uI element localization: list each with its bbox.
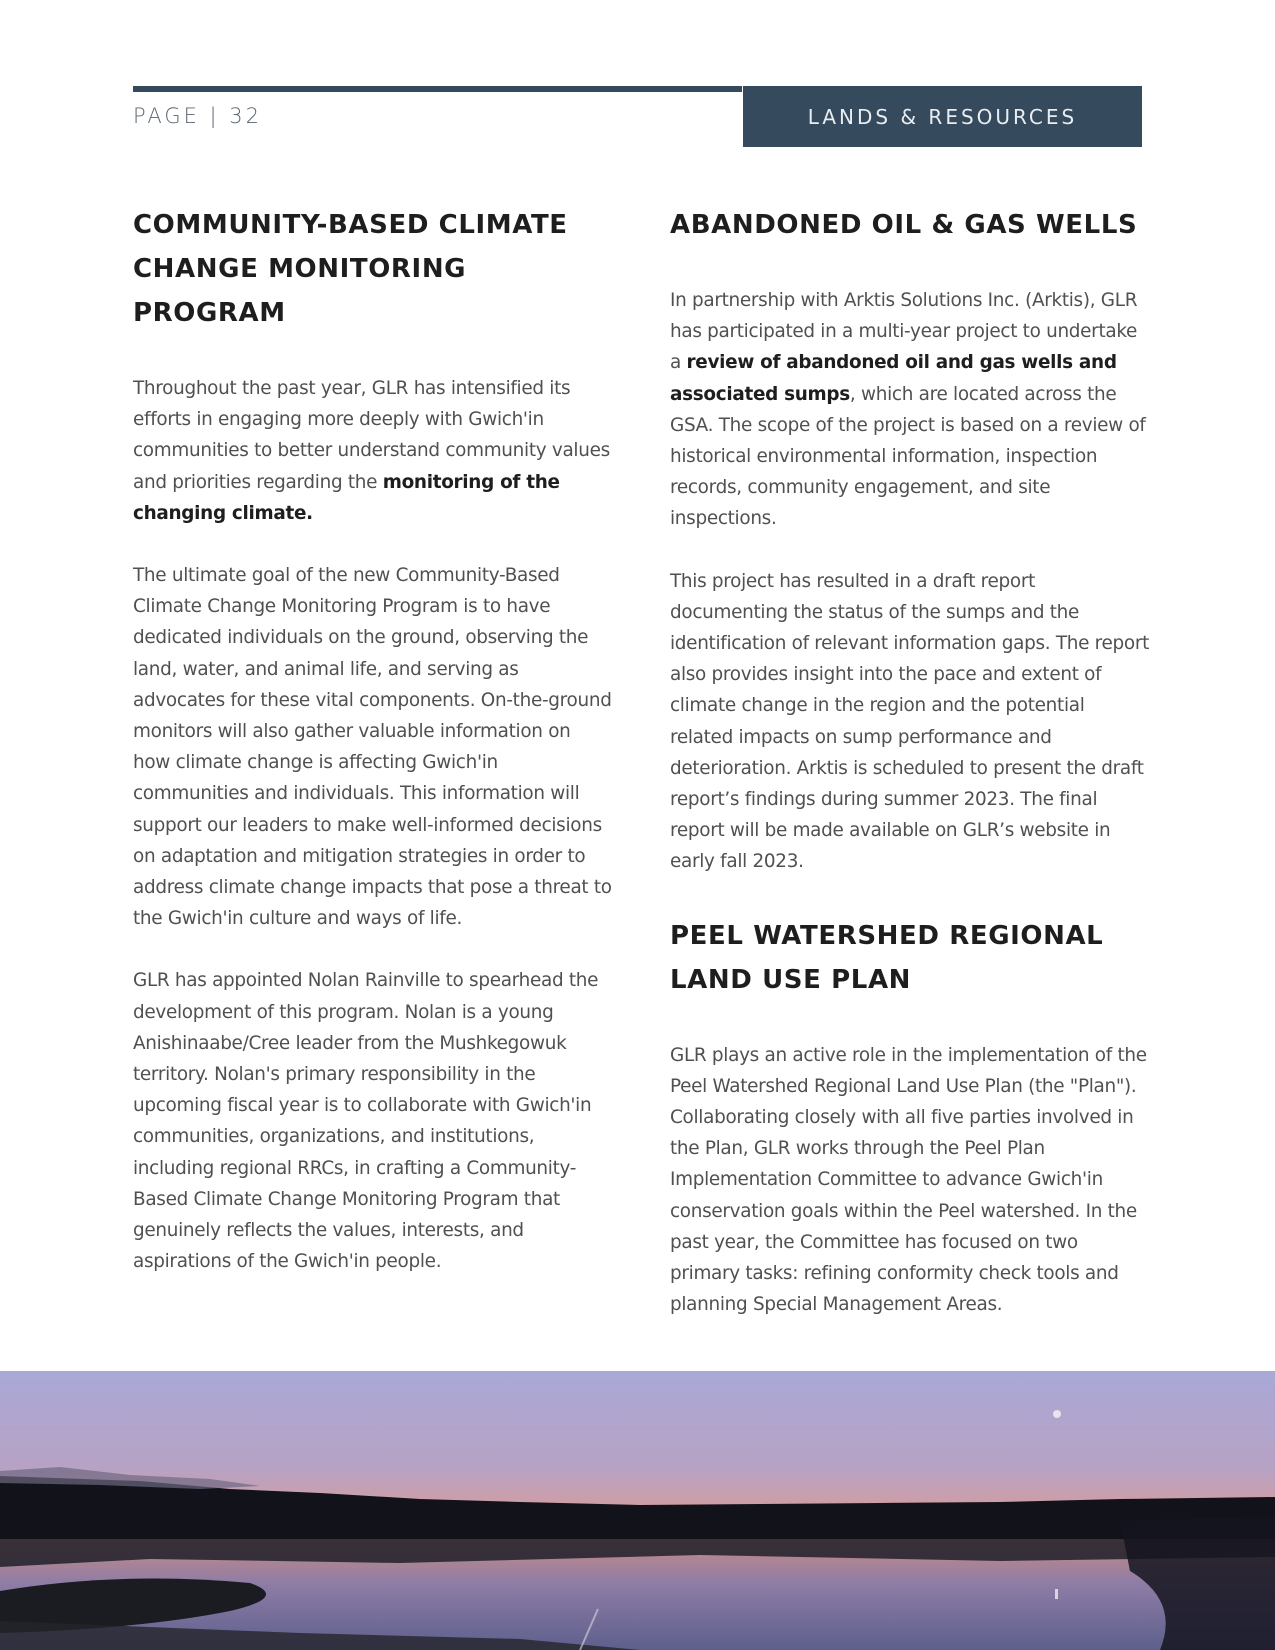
wells-paragraph-2: This project has resulted in a draft report documenting the status of the sumps and the identification of relevant information gaps. The report also provides insight into the pace and extent of climate change in the region and the potential related impacts on sump performance and deterioration. Arktis is scheduled to present the draft report’s findings during summer 2023. The final report will be made available on GLR’s website in early fall 2023. bbox=[670, 570, 1150, 873]
sunset-lake-photo bbox=[0, 1371, 1275, 1650]
right-column bbox=[670, 203, 1150, 1320]
climate-monitoring-heading: COMMUNITY-BASED CLIMATE CHANGE MONITORING PROGRAM bbox=[133, 210, 568, 328]
peel-paragraph: GLR plays an active role in the implementation of the Peel Watershed Regional Land Use Plan (the "Plan"). Collaborating closely with all five parties involved in the Plan, GLR works through the Peel Plan Implementation Committee to advance Gwich'in conservation goals within the Peel watershed. In the past year, the Committee has focused on two primary tasks: refining conformity check tools and planning Special Management Areas. bbox=[670, 1044, 1147, 1316]
climate-paragraph-2: The ultimate goal of the new Community-Based Climate Change Monitoring Program is to have dedicated individuals on the ground, observing the land, water, and animal life, and serving as advocates for these vital components. On-the-ground monitors will also gather valuable information on how climate change is affecting Gwich'in communities and individuals. This information will support our leaders to make well-informed decisions on adaptation and mitigation strategies in order to address climate change impacts that pose a threat to the Gwich'in culture and ways of life. bbox=[133, 565, 612, 930]
page-number: PAGE | 32 bbox=[133, 104, 263, 128]
climate-paragraph-1: Throughout the past year, GLR has intensified its efforts in engaging more deeply with Gwich'in communities to better understand community values and priorities regarding the monitoring of the changing climate. bbox=[133, 378, 610, 524]
peel-watershed-heading: PEEL WATERSHED REGIONAL LAND USE PLAN bbox=[670, 920, 1104, 995]
climate-paragraph-3: GLR has appointed Nolan Rainville to spearhead the development of this program. Nolan is a young Anishinaabe/Cree leader from the Mushkegowuk territory. Nolan's primary responsibility in the upcoming fiscal year is to collaborate with Gwich'in communities, organizations, and institutions, including regional RRCs, in crafting a Community-Based Climate Change Monitoring Program that genuinely reflects the values, interests, and aspirations of the Gwich'in people. bbox=[133, 970, 599, 1273]
section-title-tab: LANDS & RESOURCES bbox=[743, 86, 1142, 147]
abandoned-wells-heading: ABANDONED OIL & GAS WELLS bbox=[670, 210, 1138, 240]
left-column bbox=[133, 203, 613, 1277]
wells-paragraph-1: In partnership with Arktis Solutions Inc. (Arktis), GLR has participated in a multi-year project to undertake a review of abandoned oil and gas wells and associated sumps, which are located across the GSA. The scope of the project is based on a review of historical environmental information, inspection records, community engagement, and site inspections. bbox=[670, 290, 1146, 530]
header-rule bbox=[133, 86, 742, 92]
